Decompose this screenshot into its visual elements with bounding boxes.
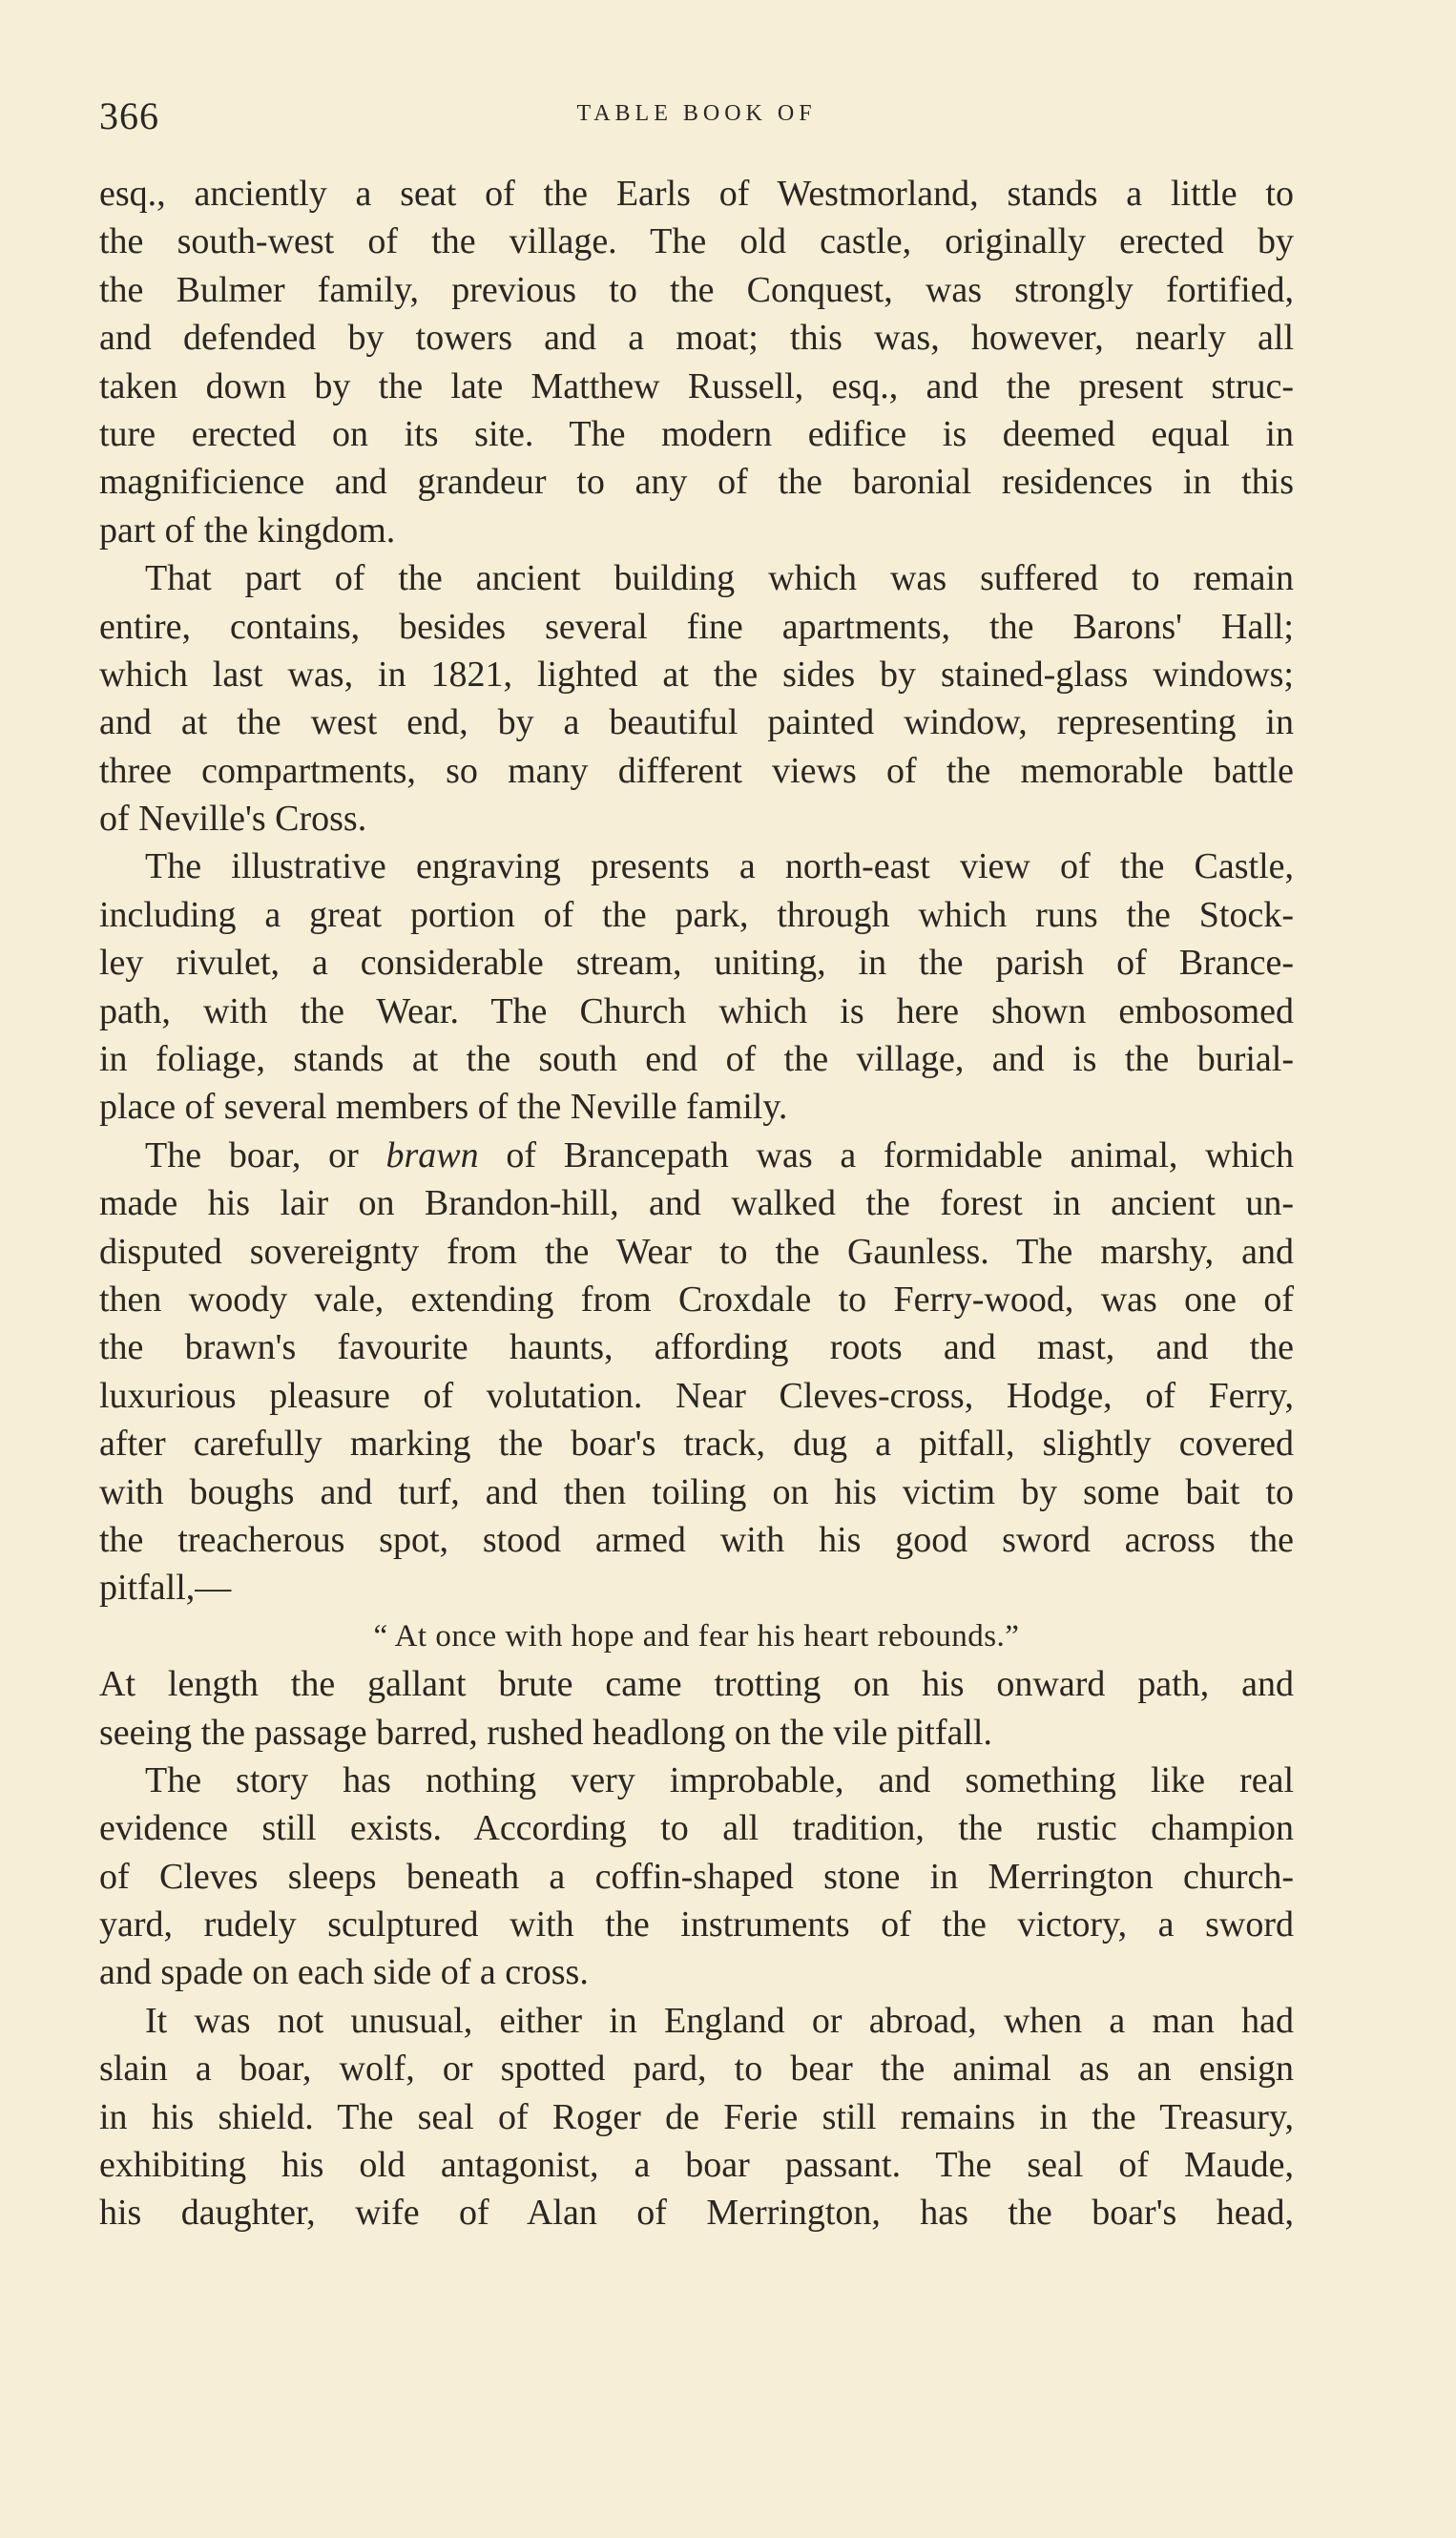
text-line: disputed sovereignty from the Wear to the Gaunless. The marshy, and	[99, 1231, 1294, 1272]
text-line: and spade on each side of a cross.	[99, 1952, 589, 1993]
text-line: the brawn's favourite haunts, affording roots and mast, and the	[99, 1327, 1294, 1368]
text-line: including a great portion of the park, through which runs the Stock-	[99, 894, 1294, 935]
text-line: in foliage, stands at the south end of the village, and is the burial-	[99, 1039, 1294, 1080]
text-line: seeing the passage barred, rushed headlong on the vile pitfall.	[99, 1712, 992, 1753]
text-run: of Brancepath was a formidable animal, which	[478, 1134, 1294, 1175]
text-line: The illustrative engraving presents a north-east view of the Castle,	[145, 846, 1294, 887]
text-line: part of the kingdom.	[99, 510, 396, 551]
page-number: 366	[99, 94, 159, 137]
block-quote: “ At once with hope and fear his heart rebounds.”	[373, 1618, 1020, 1654]
text-line: ley rivulet, a considerable stream, uniting, in the parish of Brance-	[99, 943, 1294, 984]
text-line: entire, contains, besides several fine apartments, the Barons' Hall;	[99, 606, 1294, 647]
text-line: and defended by towers and a moat; this was, however, nearly all	[99, 318, 1294, 359]
text-line: made his lair on Brandon-hill, and walked the forest in ancient un-	[99, 1183, 1294, 1224]
text-line: in his shield. The seal of Roger de Ferie still remains in the Treasury,	[99, 2096, 1294, 2137]
page-header	[99, 94, 1294, 141]
running-head: TABLE BOOK OF	[576, 101, 817, 126]
text-line: esq., anciently a seat of the Earls of Westmorland, stands a little to	[99, 174, 1294, 214]
text-line: then woody vale, extending from Croxdale to Ferry-wood, was one of	[99, 1279, 1294, 1320]
text-line: At length the gallant brute came trotting on his onward path, and	[99, 1664, 1294, 1705]
text-line: slain a boar, wolf, or spotted pard, to bear the animal as an ensign	[99, 2049, 1294, 2090]
text-line: evidence still exists. According to all tradition, the rustic champion	[99, 1808, 1294, 1849]
text-line: It was not unusual, either in England or abroad, when a man had	[145, 2000, 1294, 2041]
text-run: The boar, or	[145, 1134, 386, 1175]
text-line: pitfall,—	[99, 1568, 232, 1609]
text-line: the Bulmer family, previous to the Conquest, was strongly fortified,	[99, 269, 1294, 310]
text-line: path, with the Wear. The Church which is here shown embosomed	[99, 990, 1294, 1031]
text-line: That part of the ancient building which was suffered to remain	[145, 558, 1294, 599]
italic-term: brawn	[385, 1134, 479, 1175]
text-line: which last was, in 1821, lighted at the sides by stained-glass windows;	[99, 654, 1294, 695]
text-line: magnificience and grandeur to any of the baronial residences in this	[99, 462, 1294, 503]
text-line: yard, rudely sculptured with the instruments of the victory, a sword	[99, 1904, 1294, 1945]
text-line: his daughter, wife of Alan of Merrington, has the boar's head,	[99, 2193, 1294, 2234]
text-line: The story has nothing very improbable, and something like real	[145, 1759, 1294, 1800]
text-line: three compartments, so many different views of the memorable battle	[99, 750, 1294, 791]
text-line: of Cleves sleeps beneath a coffin-shaped stone in Merrington church-	[99, 1856, 1294, 1897]
text-line: place of several members of the Neville family.	[99, 1087, 788, 1128]
body-text	[99, 170, 1294, 2237]
text-line: taken down by the late Matthew Russell, esq., and the present struc-	[99, 365, 1294, 406]
text-line: the treacherous spot, stood armed with his good sword across the	[99, 1519, 1294, 1560]
text-line: the south-west of the village. The old castle, originally erected by	[99, 221, 1294, 262]
text-line: with boughs and turf, and then toiling on his victim by some bait to	[99, 1471, 1294, 1512]
text-line: ture erected on its site. The modern edifice is deemed equal in	[99, 413, 1294, 454]
text-line: of Neville's Cross.	[99, 799, 367, 840]
text-line	[99, 1132, 1294, 1179]
text-line: exhibiting his old antagonist, a boar passant. The seal of Maude,	[99, 2145, 1294, 2186]
text-line: luxurious pleasure of volutation. Near Cleves-cross, Hodge, of Ferry,	[99, 1375, 1294, 1416]
text-line: after carefully marking the boar's track, dug a pitfall, slightly covered	[99, 1424, 1294, 1465]
text-line: and at the west end, by a beautiful painted window, representing in	[99, 702, 1294, 743]
